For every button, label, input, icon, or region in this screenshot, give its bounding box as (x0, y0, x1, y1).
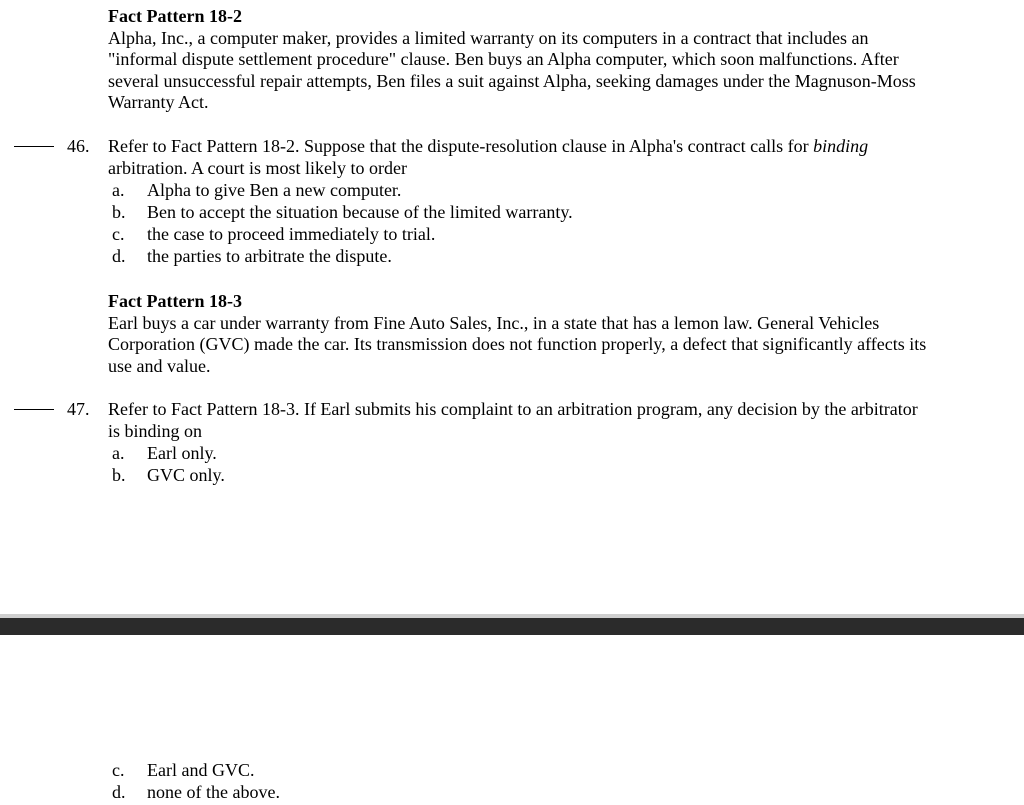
stem-text: Refer to Fact Pattern 18-3. If Earl submits his complaint to an arbitration program, any decision by the arbitrator (108, 399, 918, 419)
question-number: 47. (67, 399, 90, 419)
option-text: Earl and GVC. (147, 760, 255, 780)
answer-option-c (108, 759, 280, 781)
option-letter: d. (112, 246, 126, 266)
answer-option-b (108, 464, 225, 486)
fact-pattern-line: Earl buys a car under warranty from Fine Auto Sales, Inc., in a state that has a lemon law. General Vehicles (108, 312, 880, 333)
answer-option-b (108, 201, 573, 223)
answer-option-c (108, 223, 573, 245)
answer-option-a (108, 179, 573, 201)
fact-pattern-line: several unsuccessful repair attempts, Ben files a suit against Alpha, seeking damages under the Magnuson-Moss (108, 70, 916, 91)
option-letter: b. (112, 202, 126, 222)
question-stem (108, 399, 968, 442)
fact-pattern-line: Warranty Act. (108, 92, 209, 112)
option-text: the case to proceed immediately to trial. (147, 224, 436, 244)
option-letter: a. (112, 180, 125, 200)
stem-italic: binding (813, 136, 869, 156)
option-letter: d. (112, 782, 126, 802)
fact-pattern-line: Corporation (GVC) made the car. Its transmission does not function properly, a defect that significantly affects its (108, 334, 927, 354)
fact-pattern-title: Fact Pattern 18-2 (108, 6, 242, 26)
option-letter: c. (112, 224, 125, 244)
stem-text: is binding on (108, 420, 203, 441)
option-letter: b. (112, 465, 126, 485)
answer-option-a (108, 442, 225, 464)
option-text: Earl only. (147, 443, 217, 463)
option-text: Ben to accept the situation because of the limited warranty. (147, 202, 573, 222)
question-stem (108, 136, 968, 179)
option-text: GVC only. (147, 465, 225, 485)
option-letter: a. (112, 443, 125, 463)
option-text: the parties to arbitrate the dispute. (147, 246, 392, 266)
fact-pattern-line: "informal dispute settlement procedure" clause. Ben buys an Alpha computer, which soon malfunctions. After (108, 49, 899, 69)
option-text: none of the above. (147, 782, 280, 802)
answer-options (108, 179, 573, 267)
fact-pattern-18-3 (108, 291, 988, 377)
option-text: Alpha to give Ben a new computer. (147, 180, 402, 200)
stem-text: Refer to Fact Pattern 18-2. Suppose that the dispute-resolution clause in Alpha's contract calls for (108, 136, 814, 156)
answer-option-d (108, 245, 573, 267)
answer-options (108, 442, 225, 486)
answer-blank[interactable] (14, 409, 54, 410)
stem-text: arbitration. A court is most likely to order (108, 157, 407, 178)
page-break-bar (0, 618, 1024, 635)
fact-pattern-18-2 (108, 6, 988, 114)
answer-blank[interactable] (14, 146, 54, 147)
fact-pattern-title: Fact Pattern 18-3 (108, 291, 242, 311)
fact-pattern-line: use and value. (108, 355, 211, 376)
question-number: 46. (67, 136, 90, 156)
fact-pattern-line: Alpha, Inc., a computer maker, provides a limited warranty on its computers in a contract that includes an (108, 27, 869, 48)
option-letter: c. (112, 760, 125, 780)
answer-options-continued (108, 759, 280, 803)
answer-option-d (108, 781, 280, 803)
